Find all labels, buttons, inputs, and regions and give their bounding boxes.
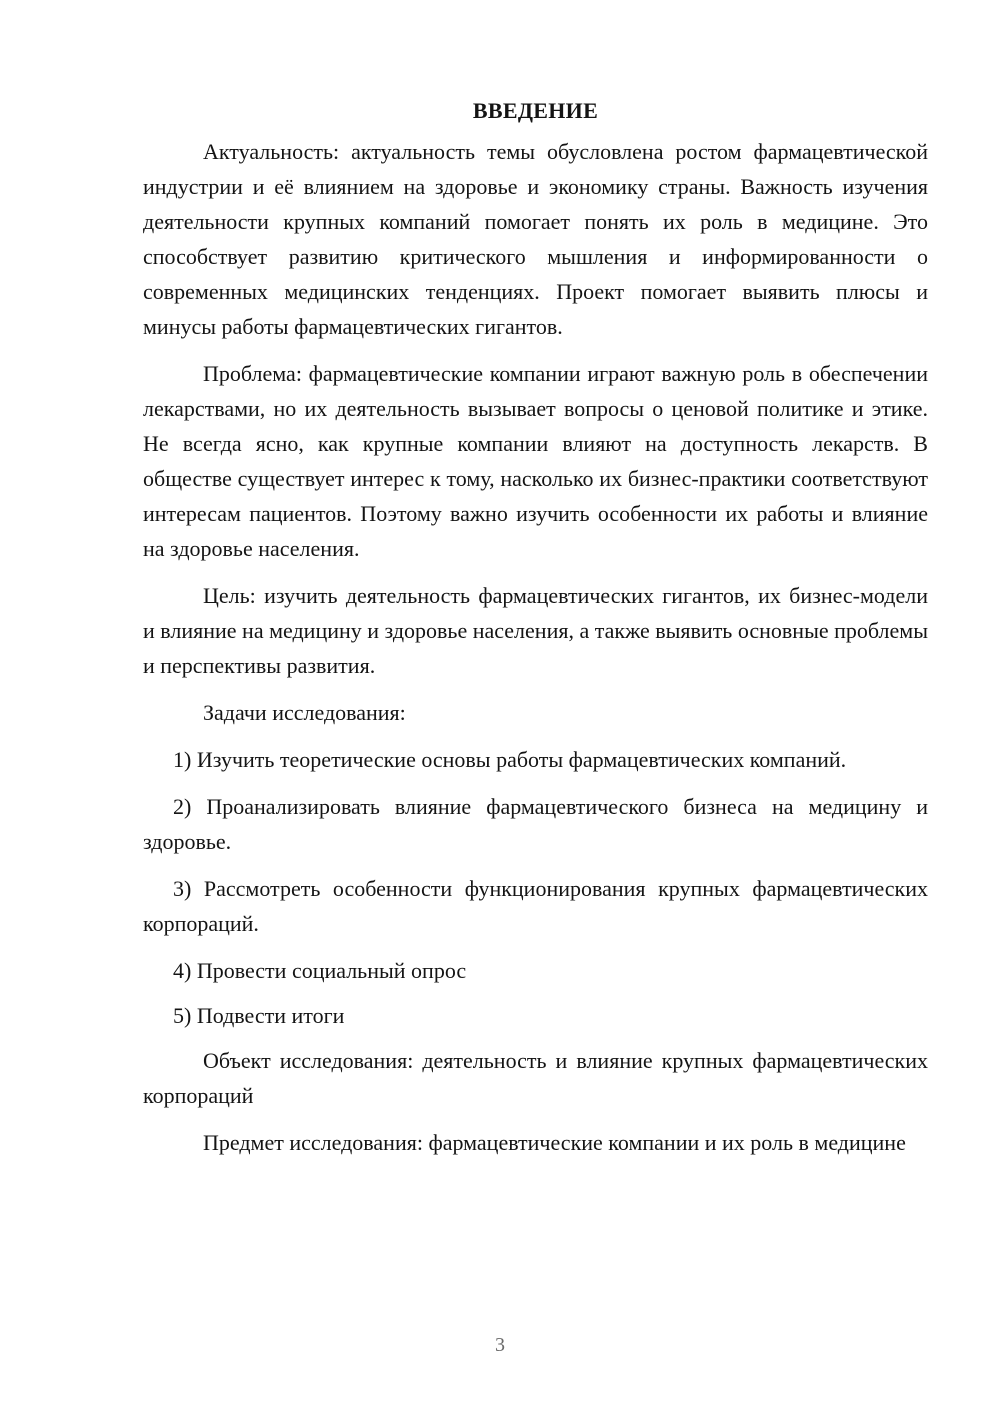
task-item-4: 4) Провести социальный опрос — [173, 958, 467, 983]
task-item-5: 5) Подвести итоги — [173, 1003, 345, 1028]
object-paragraph: Объект исследования: деятельность и влияние крупных фармацевтических корпораций — [143, 1048, 928, 1108]
tasks-heading: Задачи исследования: — [203, 700, 406, 725]
document-page — [143, 96, 928, 1172]
subject-paragraph: Предмет исследования: фармацевтические компании и их роль в медицине — [203, 1130, 906, 1155]
task-item-3: 3) Рассмотреть особенности функционирования крупных фармацевтических корпораций. — [143, 876, 928, 936]
task-item-1: 1) Изучить теоретические основы работы фармацевтических компаний. — [173, 747, 847, 772]
task-item-2: 2) Проанализировать влияние фармацевтического бизнеса на медицину и здоровье. — [143, 794, 928, 854]
problem-paragraph: Проблема: фармацевтические компании играют важную роль в обеспечении лекарствами, но их деятельность вызывает вопросы о ценовой политике и этике. Не всегда ясно, как крупные компании влияют на доступность лекарств. В обществе существует интерес к тому, насколько их бизнес-практики соответствуют интересам пациентов. Поэтому важно изучить особенности их работы и влияние на здоровье населения. — [143, 361, 928, 561]
goal-paragraph: Цель: изучить деятельность фармацевтических гигантов, их бизнес-модели и влияние на медицину и здоровье населения, а также выявить основные проблемы и перспективы развития. — [143, 583, 928, 678]
section-title: ВВЕДЕНИЕ — [472, 98, 599, 123]
page-number: 3 — [495, 1334, 505, 1356]
relevance-paragraph: Актуальность: актуальность темы обусловлена ростом фармацевтической индустрии и её влиянием на здоровье и экономику страны. Важность изучения деятельности крупных компаний помогает понять их роль в медицине. Это способствует развитию критического мышления и информированности о современных медицинских тенденциях. Проект помогает выявить плюсы и минусы работы фармацевтических гигантов. — [143, 139, 928, 339]
